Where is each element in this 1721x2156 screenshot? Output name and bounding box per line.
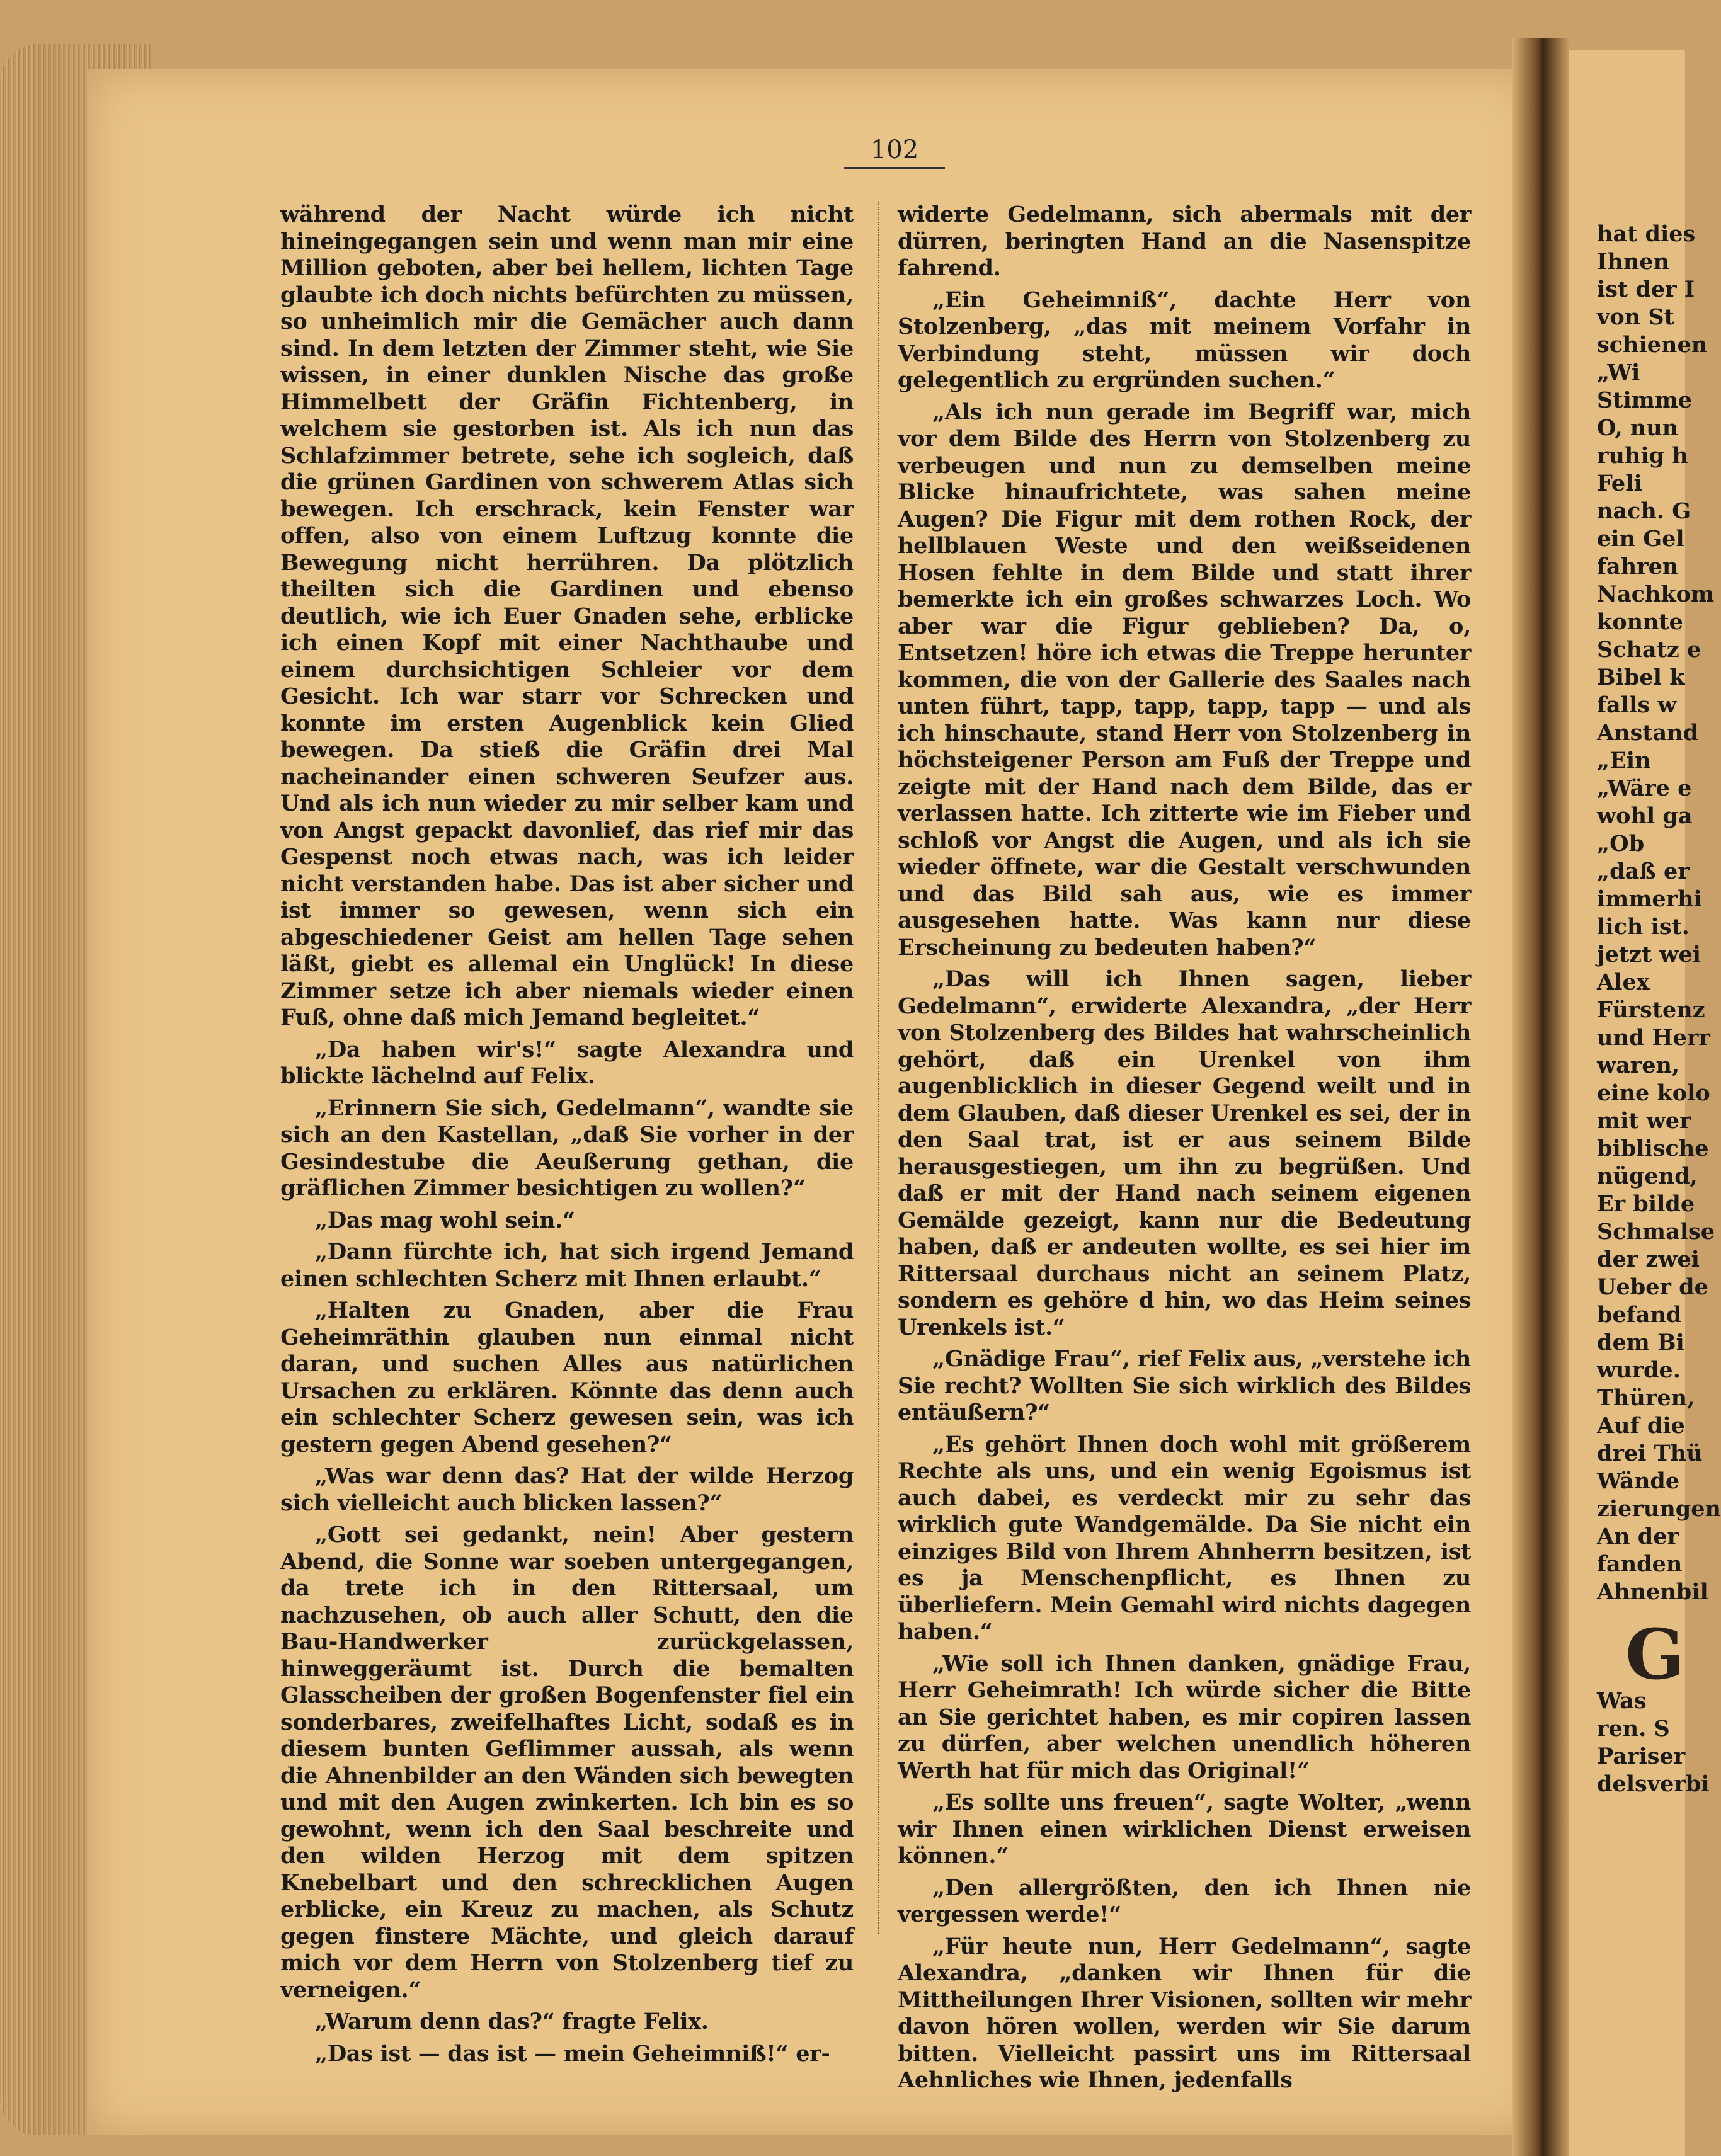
next-page-line: Ahnenbil bbox=[1597, 1579, 1708, 1605]
next-page-line: schienen bbox=[1597, 332, 1708, 358]
next-page-line: falls w bbox=[1597, 692, 1677, 718]
column-divider bbox=[878, 202, 879, 1934]
paragraph: „Den allergrößten, den ich Ihnen nie vergessen werde!“ bbox=[898, 1874, 1471, 1927]
paragraph: „Wie soll ich Ihnen danken, gnädige Frau, Herr Geheimrath! Ich würde sicher die Bitte an Sie gerichtet haben, es mir copiren lassen zu dürfen, aber welchen unendlich höheren Werth hat für mich das Original!“ bbox=[898, 1650, 1471, 1784]
next-page-line: dem Bi bbox=[1597, 1330, 1684, 1355]
next-page-line: immerhi bbox=[1597, 886, 1702, 912]
paragraph: „Das mag wohl sein.“ bbox=[315, 1207, 575, 1233]
paragraph: „Dann fürchte ich, hat sich irgend Jemand einen schlechten Scherz mit Ihnen erlaubt.“ bbox=[280, 1239, 854, 1292]
next-page-line: Schatz e bbox=[1597, 637, 1701, 663]
next-page-line: eine kolo bbox=[1597, 1080, 1710, 1106]
next-page-line: Feli bbox=[1597, 471, 1642, 496]
next-page-line: zierungen bbox=[1597, 1496, 1721, 1522]
paragraph: während der Nacht würde ich nicht hineingegangen sein und wenn man mir eine Million geboten, aber bei hellem, lichten Tage glaubte ich doch nichts befürchten zu müssen, so unheimlich mir die Gemächer auch dann sind. In dem letzten der Zimmer steht, wie Sie wissen, in einer dunklen Nische das große Himmelbett der Gräfin Fichtenberg, in welchem sie gestorben ist. Als ich nun das Schlafzimmer betrete, sehe ich sogleich, daß die grünen Gardinen von schwerem Atlas sich bewegen. Ich erschrack, kein Fenster war offen, also von einem Luftzug konnte die Bewegung nicht herrühren. Da plötzlich theilten sich die Gardinen und ebenso deutlich, wie ich Euer Gnaden sehe, erblicke ich einen Kopf mit einer Nachthaube und einem durchsichtigen Schleier vor dem Gesicht. Ich war starr vor Schrecken und konnte im ersten Augenblick kein Glied bewegen. Da stieß die Gräfin drei Mal nacheinander einen schweren Seufzer aus. Und als ich nun wieder zu mir selber kam und von Angst gepackt davonlief, das rief mir das Gespenst noch etwas nach, was ich leider nicht verstanden habe. Das ist aber sicher und ist immer so gewesen, wenn sich ein abgeschiedener Geist am hellen Tage sehen läßt, giebt es allemal ein Unglück! In diese Zimmer setze ich aber niemals wieder einen Fuß, ohne daß mich Jemand begleitet.“ bbox=[280, 202, 854, 1030]
paragraph: „Das will ich Ihnen sagen, lieber Gedelmann“, erwiderte Alexandra, „der Herr von Stolzenberg des Bildes hat wahrscheinlich gehört, daß ein Urenkel von ihm augenblicklich in dieser Gegend weilt und in dem Glauben, daß dieser Urenkel es sei, der in den Saal trat, ist er aus seinem Bilde herausgestiegen, um ihn zu begrüßen. Und daß er mit der Hand nach seinem eigenen Gemälde gezeigt, kann nur die Bedeutung haben, daß er andeuten wollte, es sei hier im Rittersaal durchaus nicht an seinem Platz, sondern es gehöre d hin, wo das Heim seines Urenkels ist.“ bbox=[898, 966, 1471, 1340]
next-page-line: Stimme bbox=[1597, 387, 1693, 413]
next-page-line: befand bbox=[1597, 1302, 1682, 1328]
next-page-line: ist der I bbox=[1597, 277, 1695, 302]
next-page-line: ruhig h bbox=[1597, 443, 1688, 469]
next-page-line: konnte bbox=[1597, 609, 1683, 635]
next-page-line: „Wi bbox=[1597, 360, 1640, 385]
page-number: 102 bbox=[844, 135, 945, 169]
next-page-line: Fürstenz bbox=[1597, 997, 1705, 1023]
next-page-line: wurde. bbox=[1597, 1357, 1681, 1383]
paragraph: „Warum denn das?“ fragte Felix. bbox=[315, 2009, 709, 2034]
paragraph: „Es gehört Ihnen doch wohl mit größerem Rechte als uns, und ein wenig Egoismus ist auch dabei, es verdeckt mir zu sehr das wirklich gute Wandgemälde. Da Sie nicht ein einziges Bild von Ihrem Ahnherrn besitzen, ist es ja Menschenpflicht, es Ihnen zu überliefern. Mein Gemahl wird nichts dagegen haben.“ bbox=[898, 1431, 1471, 1645]
paragraph: „Halten zu Gnaden, aber die Frau Geheimräthin glauben nun einmal nicht daran, und suchen Alles aus natürlichen Ursachen zu erklären. Könnte das denn auch ein schlechter Scherz gewesen sein, was ich gestern gegen Abend gesehen?“ bbox=[280, 1298, 854, 1457]
next-page-line: jetzt wei bbox=[1597, 942, 1701, 967]
paragraph: „Gott sei gedankt, nein! Aber gestern Abend, die Sonne war soeben untergegangen, da trete ich in den Rittersaal, um nachzusehen, ob auch aller Schutt, den die Bau-Handwerker zurückgelassen, hinweggeräumt ist. Durch die bemalten Glasscheiben der großen Bogenfenster fiel ein sonderbares, zweifelhaftes Licht, sodaß es in diesem bunten Geflimmer aussah, als wenn die Ahnenbilder an den Wänden sich bewegten und mit den Augen zwinkerten. Ich bin es so gewohnt, wenn ich den Saal beschreite und den wilden Herzog mit dem spitzen Knebelbart und den schrecklichen Augen erblicke, ein Kreuz zu machen, als Schutz gegen finstere Mächte, und gleich darauf mich vor dem Herrn von Stolzenberg tief zu verneigen.“ bbox=[280, 1522, 854, 2003]
next-page-line: Nachkom bbox=[1597, 581, 1715, 607]
next-page-line: O, nun bbox=[1597, 415, 1679, 441]
next-page-line: „daß er bbox=[1597, 858, 1690, 884]
paragraph: „Was war denn das? Hat der wilde Herzog sich vielleicht auch blicken lassen?“ bbox=[280, 1463, 854, 1516]
next-page-line: nügend, bbox=[1597, 1163, 1698, 1189]
book-gutter bbox=[1512, 38, 1569, 2156]
next-page-line: wohl ga bbox=[1597, 803, 1693, 829]
left-text-column bbox=[280, 202, 854, 2072]
paragraph: widerte Gedelmann, sich abermals mit der dürren, beringten Hand an die Nasenspitze fahrend. bbox=[898, 202, 1471, 281]
next-page-lines bbox=[1562, 50, 1721, 1798]
next-page-line: Er bilde bbox=[1597, 1191, 1695, 1217]
next-page-line: Anstand bbox=[1597, 720, 1699, 746]
paragraph: „Erinnern Sie sich, Gedelmann“, wandte sie sich an den Kastellan, „daß Sie vorher in der Gesindestube die Aeußerung gethan, die gräflichen Zimmer besichtigen zu wollen?“ bbox=[280, 1095, 854, 1201]
next-page-line: ein Gel bbox=[1597, 526, 1684, 552]
next-page-line: von St bbox=[1597, 304, 1674, 330]
next-page-line: Wände bbox=[1597, 1468, 1680, 1494]
next-page-line: Was bbox=[1597, 1688, 1647, 1714]
paragraph: „Als ich nun gerade im Begriff war, mich vor dem Bilde des Herrn von Stolzenberg zu verbeugen und nun zu demselben meine Blicke hinaufrichtete, was sahen meine Augen? Die Figur mit dem rothen Rock, der hellblauen Weste und den weißseidenen Hosen fehlte in dem Bilde und statt ihrer bemerkte ich ein großes schwarzes Loch. Wo aber war die Figur geblieben? Da, o, Entsetzen! höre ich etwas die Treppe herunter kommen, die von der Gallerie des Saales nach unten führt, tapp, tapp, tapp, tapp — und als ich hinschaute, stand Herr von Stolzenberg in höchsteigener Person am Fuß der Treppe und zeigte mit der Hand nach dem Bilde, das er verlassen hatte. Ich zitterte wie im Fieber und schloß vor Angst die Augen, und als ich sie wieder öffnete, war die Gestalt verschwunden und das Bild sah aus, wie es immer ausgesehen hatte. Was kann nur diese Erscheinung zu bedeuten haben?“ bbox=[898, 399, 1471, 961]
next-page-line: und Herr bbox=[1597, 1025, 1710, 1051]
next-page-line: Thüren, bbox=[1597, 1385, 1695, 1411]
next-page-line: Schmalse bbox=[1597, 1219, 1715, 1245]
next-page-line: Ihnen bbox=[1597, 249, 1669, 275]
next-page-line: Ueber de bbox=[1597, 1274, 1708, 1300]
next-page-line: Alex bbox=[1597, 969, 1650, 995]
paragraph: „Es sollte uns freuen“, sagte Wolter, „wenn wir Ihnen einen wirklichen Dienst erweisen können.“ bbox=[898, 1789, 1471, 1869]
next-page-line: Auf die bbox=[1597, 1413, 1685, 1439]
next-page-line: der zwei bbox=[1597, 1246, 1700, 1272]
next-page-line: mit wer bbox=[1597, 1108, 1691, 1134]
next-page-line: Bibel k bbox=[1597, 664, 1685, 690]
paragraph: „Für heute nun, Herr Gedelmann“, sagte Alexandra, „danken wir Ihnen für die Mittheilungen Ihrer Visionen, sollten wir mehr davon hören wollen, werden wir Sie darum bitten. Vielleicht passirt uns im Rittersaal Aehnliches wie Ihnen, jedenfalls bbox=[898, 1933, 1471, 2093]
paragraph: „Ein Geheimniß“, dachte Herr von Stolzenberg, „das mit meinem Vorfahr in Verbindung steht, müssen wir doch gelegentlich zu ergründen suchen.“ bbox=[898, 287, 1471, 393]
next-page-line: waren, bbox=[1597, 1052, 1680, 1078]
paragraph: „Gnädige Frau“, rief Felix aus, „verstehe ich Sie recht? Wollten Sie sich wirklich des Bildes entäußern?“ bbox=[898, 1346, 1471, 1425]
next-page-line: hat dies bbox=[1597, 221, 1696, 247]
next-page-line: ren. S bbox=[1597, 1716, 1670, 1742]
next-page-line: „Ob bbox=[1597, 831, 1645, 857]
paragraph: „Das ist — das ist — mein Geheimniß!“ er- bbox=[315, 2040, 830, 2067]
next-page-line: nach. G bbox=[1597, 498, 1691, 524]
next-page-line: biblische bbox=[1597, 1136, 1709, 1161]
next-page-line: „Wäre e bbox=[1597, 775, 1692, 801]
next-page-line: drei Thü bbox=[1597, 1440, 1703, 1466]
next-page-line: Pariser bbox=[1597, 1743, 1686, 1769]
right-text-column bbox=[898, 202, 1471, 2099]
next-page-line: delsverbi bbox=[1597, 1771, 1710, 1797]
next-page-line: fanden bbox=[1597, 1551, 1683, 1577]
next-page-line: fahren bbox=[1597, 554, 1679, 579]
next-page-line: G bbox=[1625, 1614, 1684, 1695]
next-page-line: An der bbox=[1597, 1524, 1679, 1549]
next-page-fragment bbox=[1562, 50, 1721, 2156]
paragraph: „Da haben wir's!“ sagte Alexandra und blickte lächelnd auf Felix. bbox=[280, 1036, 854, 1089]
next-page-line: lich ist. bbox=[1597, 914, 1690, 940]
next-page-line: „Ein bbox=[1597, 748, 1651, 773]
